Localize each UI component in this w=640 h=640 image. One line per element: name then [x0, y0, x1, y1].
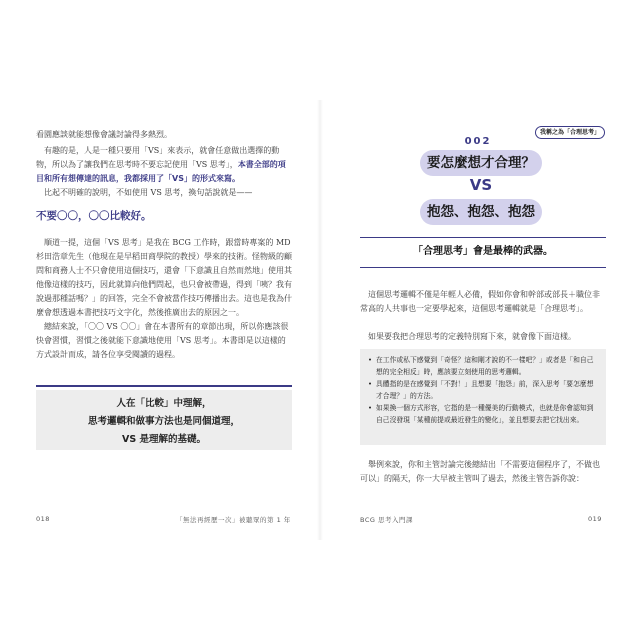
left-highlight-text: 本書全部的項目和所有想傳達的訊息，我都採用了「VS」的形式來寫。	[36, 160, 286, 183]
section-tag: 我稱之為「合理思考」	[535, 126, 605, 139]
right-page	[320, 0, 640, 640]
right-heading: 「合理思考」會是最棒的武器。	[413, 246, 553, 257]
left-paragraph-5: 總結來說，「〇〇 VS 〇〇」會在本書所有的章節出現，所以你應該很快會習慣，習慣之後就能下意識地使用「VS 思考」。本書即是以這樣的方式設計而成，請各位享受閱讀的過程。	[36, 322, 289, 359]
definition-item: • 在工作或私下感覺到「奇怪？這和剛才說的不一樣吧？」或者是「和自己想的完全相反」時，應該要立刻使用的思考邏輯。	[368, 356, 594, 376]
quote-line-1: 人在「比較」中理解，	[116, 398, 212, 409]
bullet-marker: •	[368, 380, 373, 388]
quote-top-rule	[36, 385, 292, 387]
definition-box	[360, 349, 606, 445]
title-pill-top: 要怎麼想才合理？	[420, 150, 542, 176]
right-paragraph-3: 舉例來說，你和主管討論完後總結出「不需要這個程序了，不做也可以」的隔天，你一大早被主管叫了過去，然後主管告訴你說：	[360, 460, 600, 483]
quote-line-3: VS 是理解的基礎。	[121, 434, 206, 445]
bullet-marker: •	[368, 356, 373, 364]
vs-label: VS	[469, 176, 493, 194]
heading-rule-top	[360, 237, 606, 238]
right-paragraph-1: 這個思考邏輯不僅是年輕人必備，假如你會和幹部或部長＋職位非常高的人共事也一定要學起來，這個思考邏輯就是「合理思考」。	[360, 290, 600, 313]
right-paragraph-2: 如果要我把合理思考的定義特別寫下來，就會像下面這樣。	[368, 332, 576, 341]
title-pill-bottom: 抱怨、抱怨、抱怨	[420, 199, 542, 225]
right-page-number: 019	[588, 515, 602, 523]
quote-box	[36, 390, 292, 450]
left-paragraph-1: 看園應談就能想像會議討論得多熱烈。	[36, 130, 172, 139]
definition-list	[368, 354, 598, 426]
bullet-marker: •	[368, 404, 373, 412]
quote-line-2: 思考邏輯和做事方法也是同個道理，	[87, 416, 240, 427]
left-page-number: 018	[36, 515, 50, 523]
left-paragraph-4: 順道一提，這個「VS 思考」是我在 BCG 工作時，跟當時專案的 MD 杉田浩章先生（他現在是早稻田商學院的教授）學來的技術。怪物級的顧問和商務人士不只會使用這個技巧，還會「下意識且自然而然地」使用其他像這樣的技巧，因此就算向他們問起，也只會被帶過，得到「咦？我有說過那種話嗎？」的回答，完全不會被當作技巧傳播出去。這也是我為什麼會想透過本書把技巧文字化，然後推廣出去的原因之一。	[36, 238, 292, 317]
chapter-number: 002	[464, 136, 492, 147]
right-running-title: BCG 思考入門課	[360, 516, 413, 524]
definition-item: • 具體指的是在感覺到「不對！」且想要「抱怨」前，深入思考「要怎麼想才合理？」的方法。	[368, 380, 594, 400]
left-paragraph-2: 有趣的是，人是一種只要用「VS」來表示，就會任意做出選擇的動物，所以為了讓我們在思考時不要忘記使用「VS 思考」，本書全部的項目和所有想傳達的訊息，我都採用了「VS」的形式來寫。	[36, 146, 286, 183]
heading-rule-bottom	[360, 267, 606, 268]
left-heading: 不要〇〇，〇〇比較好。	[36, 210, 152, 222]
definition-item: • 如果換一個方式形容，它指的是一種優美的行動模式，也就是你會認知到自己沒發現「某種前提或最近發生的變化」，並且想要去把它找出來。	[368, 404, 594, 424]
left-paragraph-3: 比起不明確的說明，不如使用 VS 思考，換句話說就是——	[44, 188, 253, 197]
left-running-title: 「無法再經歷一次」被聽眾的第 1 年	[176, 516, 291, 524]
